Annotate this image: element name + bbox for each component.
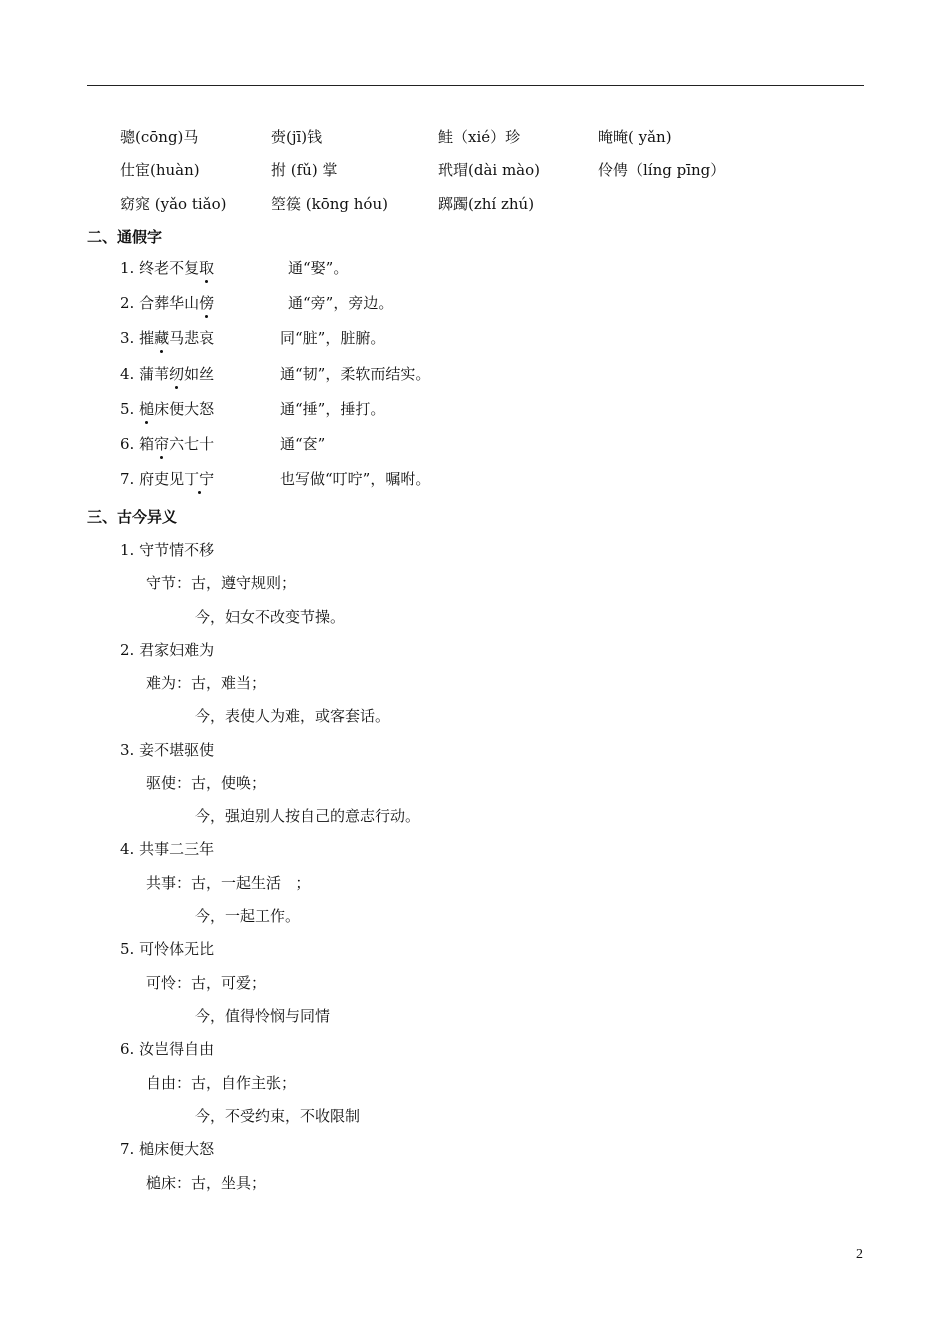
pinyin-term: 鲑（xié）珍: [438, 128, 521, 146]
list-item: 5. 可怜体无比: [120, 940, 215, 958]
page-number: 2: [856, 1247, 863, 1262]
section-heading: 三、古今异义: [87, 508, 178, 526]
gloss: 同“脏”，脏腑。: [280, 329, 386, 347]
ancient-meaning: 可怜：古，可爱；: [146, 974, 267, 992]
list-item: 1. 终老不复取: [120, 259, 215, 277]
emphasis-char: 纫: [169, 365, 185, 383]
ancient-meaning: 难为：古，难当；: [146, 674, 267, 692]
modern-meaning: 今，表使人为难，或客套话。: [195, 707, 391, 725]
pinyin-term: 仕宦(huàn): [120, 161, 200, 179]
emphasis-char: 丁宁: [184, 470, 215, 488]
emphasis-char: 槌: [139, 400, 155, 418]
pinyin-term: 玳瑁(dài mào): [438, 161, 541, 179]
list-item: 6. 汝岂得自由: [120, 1040, 215, 1058]
emphasis-char: 藏: [154, 329, 170, 347]
list-item: 4. 蒲苇纫如丝: [120, 365, 215, 383]
pinyin-term: 窈窕 (yǎo tiǎo): [120, 195, 227, 213]
gloss: 通“旁”，旁边。: [288, 294, 394, 312]
list-item: 4. 共事二三年: [120, 840, 215, 858]
list-item: 3. 摧藏马悲哀: [120, 329, 215, 347]
modern-meaning: 今，不受约束，不收限制: [195, 1107, 361, 1125]
ancient-meaning: 驱使：古，使唤；: [146, 774, 267, 792]
pinyin-term: 伶俜（líng pīng）: [598, 161, 726, 179]
emphasis-char: 取: [199, 259, 215, 277]
list-item: 6. 箱帘六七十: [120, 435, 215, 453]
list-item: 5. 槌床便大怒: [120, 400, 215, 418]
list-item: 2. 君家妇难为: [120, 641, 215, 659]
gloss: 通“韧”，柔软而结实。: [280, 365, 431, 383]
gloss: 通“奁”: [280, 435, 326, 453]
pinyin-term: 箜篌 (kōng hóu): [271, 195, 388, 213]
pinyin-term: 骢(cōng)马: [120, 128, 199, 146]
gloss: 也写做“叮咛”，嘱咐。: [280, 470, 431, 488]
section-heading: 二、通假字: [87, 228, 163, 246]
pinyin-term: 踯躅(zhí zhú): [438, 195, 535, 213]
pinyin-term: 拊 (fǔ) 掌: [271, 161, 338, 179]
emphasis-char: 帘: [154, 435, 170, 453]
modern-meaning: 今，妇女不改变节操。: [195, 608, 346, 626]
ancient-meaning: 守节：古，遵守规则；: [146, 574, 297, 592]
modern-meaning: 今，强迫别人按自己的意志行动。: [195, 807, 421, 825]
ancient-meaning: 槌床：古，坐具；: [146, 1174, 267, 1192]
list-item: 3. 妾不堪驱使: [120, 741, 215, 759]
ancient-meaning: 自由：古，自作主张；: [146, 1074, 297, 1092]
header-rule: [87, 85, 864, 86]
gloss: 通“娶”。: [288, 259, 349, 277]
list-item: 1. 守节情不移: [120, 541, 215, 559]
pinyin-term: 赍(jī)钱: [271, 128, 323, 146]
modern-meaning: 今，值得怜悯与同情: [195, 1007, 331, 1025]
ancient-meaning: 共事：古，一起生活 ；: [146, 874, 311, 892]
list-item: 2. 合葬华山傍: [120, 294, 215, 312]
modern-meaning: 今，一起工作。: [195, 907, 301, 925]
gloss: 通“捶”，捶打。: [280, 400, 386, 418]
pinyin-term: 晻晻( yǎn): [598, 128, 672, 146]
list-item: 7. 府吏见丁宁: [120, 470, 215, 488]
list-item: 7. 槌床便大怒: [120, 1140, 215, 1158]
emphasis-char: 傍: [199, 294, 215, 312]
